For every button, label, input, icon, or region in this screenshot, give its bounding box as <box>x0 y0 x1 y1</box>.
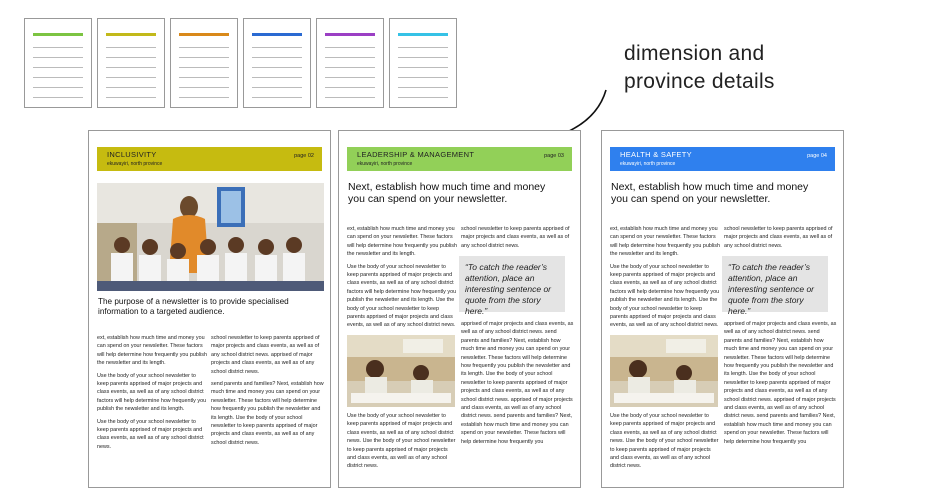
pull-quote: “To catch the reader’s attention, place an interesting sentence or quote from the story here.” <box>722 256 828 312</box>
location-subtitle: ekuwayiri, north province <box>357 161 413 167</box>
paragraph: ext, establish how much time and money you can spend on your newsletter. These factors will help determine how frequently you publish the newsletter and its length. <box>347 226 457 258</box>
section-header <box>97 147 322 171</box>
students-photo <box>347 335 455 407</box>
paragraph: apprised of major projects and class events, as well as of any school district news. send parents and families? Next, establish how much time and money you can spend on your newsletter. These factors will help determine how frequently you publish the newsletter and its length. Use the body of your school newsletter to keep parents apprised of major projects and class events, as well as of any school district news. apprised of major projects and class events, as well as of any school district news. send parents and families? Next, establish how much time and money you can spend on your newsletter. These factors will help determine how frequently you <box>461 321 574 445</box>
paragraph: Use the body of your school newsletter to keep parents apprised of major projects and class events, as well as of any school district news. Use the body of your school newsletter to keep parents apprised of major projects and class events, as well as of any school district news. <box>610 413 719 470</box>
paragraph: Use the body of your school newsletter to keep parents apprised of major projects and class events, as well as of any school district news. <box>97 418 204 450</box>
paragraph: school newsletter to keep parents apprised of major projects and class events, as well as of any school district news. <box>461 226 570 249</box>
paragraph: Use the body of your school newsletter to keep parents apprised of major projects and class events, as well as of any school district factors will help determine how frequently you publish the newsletter and its length. <box>97 372 207 413</box>
article-column-left <box>610 225 720 334</box>
article-column-right-top <box>461 225 575 254</box>
students-photo <box>610 335 718 407</box>
callout-label: dimension and province details <box>624 42 775 93</box>
article-column-right-top <box>724 225 838 254</box>
article-column-right <box>724 320 838 450</box>
section-title: INCLUSIVITY <box>107 150 157 159</box>
section-title: HEALTH & SAFETY <box>620 150 692 159</box>
newsletter-page-04[interactable] <box>601 130 844 488</box>
article-column-left <box>97 334 207 455</box>
paragraph: ext, establish how much time and money you can spend on your newsletter. These factors will help determine how frequently you publish the newsletter and its length. <box>610 226 720 258</box>
page-headline: Next, establish how much time and money you can spend on your newsletter. <box>611 181 809 205</box>
article-column-left-bottom <box>610 412 720 475</box>
paragraph: apprised of major projects and class events, as well as of any school district news. send parents and families? Next, establish how much time and money you can spend on your newsletter. These factors will help determine how frequently you publish the newsletter and its length. Use the body of your school newsletter to keep parents apprised of major projects and class events, as well as of any school district news. apprised of major projects and class events, as well as of any school district news. send parents and families? Next, establish how much time and money you can spend on your newsletter. These factors will help determine how frequently you <box>724 321 837 445</box>
article-column-right <box>461 320 575 450</box>
paragraph: ext, establish how much time and money you can spend on your newsletter. These factors will help determine how frequently you publish the newsletter and its length. <box>97 335 207 367</box>
page-number: page 02 <box>294 153 314 159</box>
paragraph: Use the body of your school newsletter to keep parents apprised of major projects and class events, as well as of any school district factors will help determine how frequently you publish the newsletter and its length. Use the body of your school newsletter to keep parents apprised of major projects and class events, as well as of any school district news. <box>610 263 720 329</box>
page-headline: Next, establish how much time and money you can spend on your newsletter. <box>348 181 546 205</box>
newsletter-page-02[interactable] <box>88 130 331 488</box>
location-subtitle: ekuwayiri, north province <box>107 161 163 167</box>
pull-quote: “To catch the reader’s attention, place an interesting sentence or quote from the story here.” <box>459 256 565 312</box>
section-title: LEADERSHIP & MANAGEMENT <box>357 150 475 159</box>
paragraph: school newsletter to keep parents apprised of major projects and class events, as well as of any school district news. <box>724 226 833 249</box>
section-header <box>610 147 835 171</box>
paragraph: send parents and families? Next, establish how much time and money you can spend on your newsletter. These factors will help determine how frequently you publish the newsletter and its length. Use the body of your school newsletter to keep parents apprised of major projects and class events, as well as of any school district news. <box>211 381 324 446</box>
newsletter-page-03[interactable] <box>338 130 581 488</box>
page-number: page 04 <box>807 153 827 159</box>
article-column-left-bottom <box>347 412 457 475</box>
page-number: page 03 <box>544 153 564 159</box>
page-caption: The purpose of a newsletter is to provide specialised information to a targeted audience. <box>98 297 289 316</box>
paragraph: Use the body of your school newsletter to keep parents apprised of major projects and class events, as well as of any school district factors will help determine how frequently you publish the newsletter and its length. Use the body of your school newsletter to keep parents apprised of major projects and class events, as well as of any school district news. <box>347 263 457 329</box>
article-column-left <box>347 225 457 334</box>
location-subtitle: ekuwayiri, north province <box>620 161 676 167</box>
paragraph: school newsletter to keep parents apprised of major projects and class events, as well as of any school district news. apprised of major projects and class events, as well as of any school district news. <box>211 335 320 375</box>
classroom-photo <box>97 183 324 291</box>
article-column-right <box>211 334 325 451</box>
paragraph: Use the body of your school newsletter to keep parents apprised of major projects and class events, as well as of any school district news. Use the body of your school newsletter to keep parents apprised of major projects and class events, as well as of any school district news. <box>347 413 456 470</box>
section-header <box>347 147 572 171</box>
